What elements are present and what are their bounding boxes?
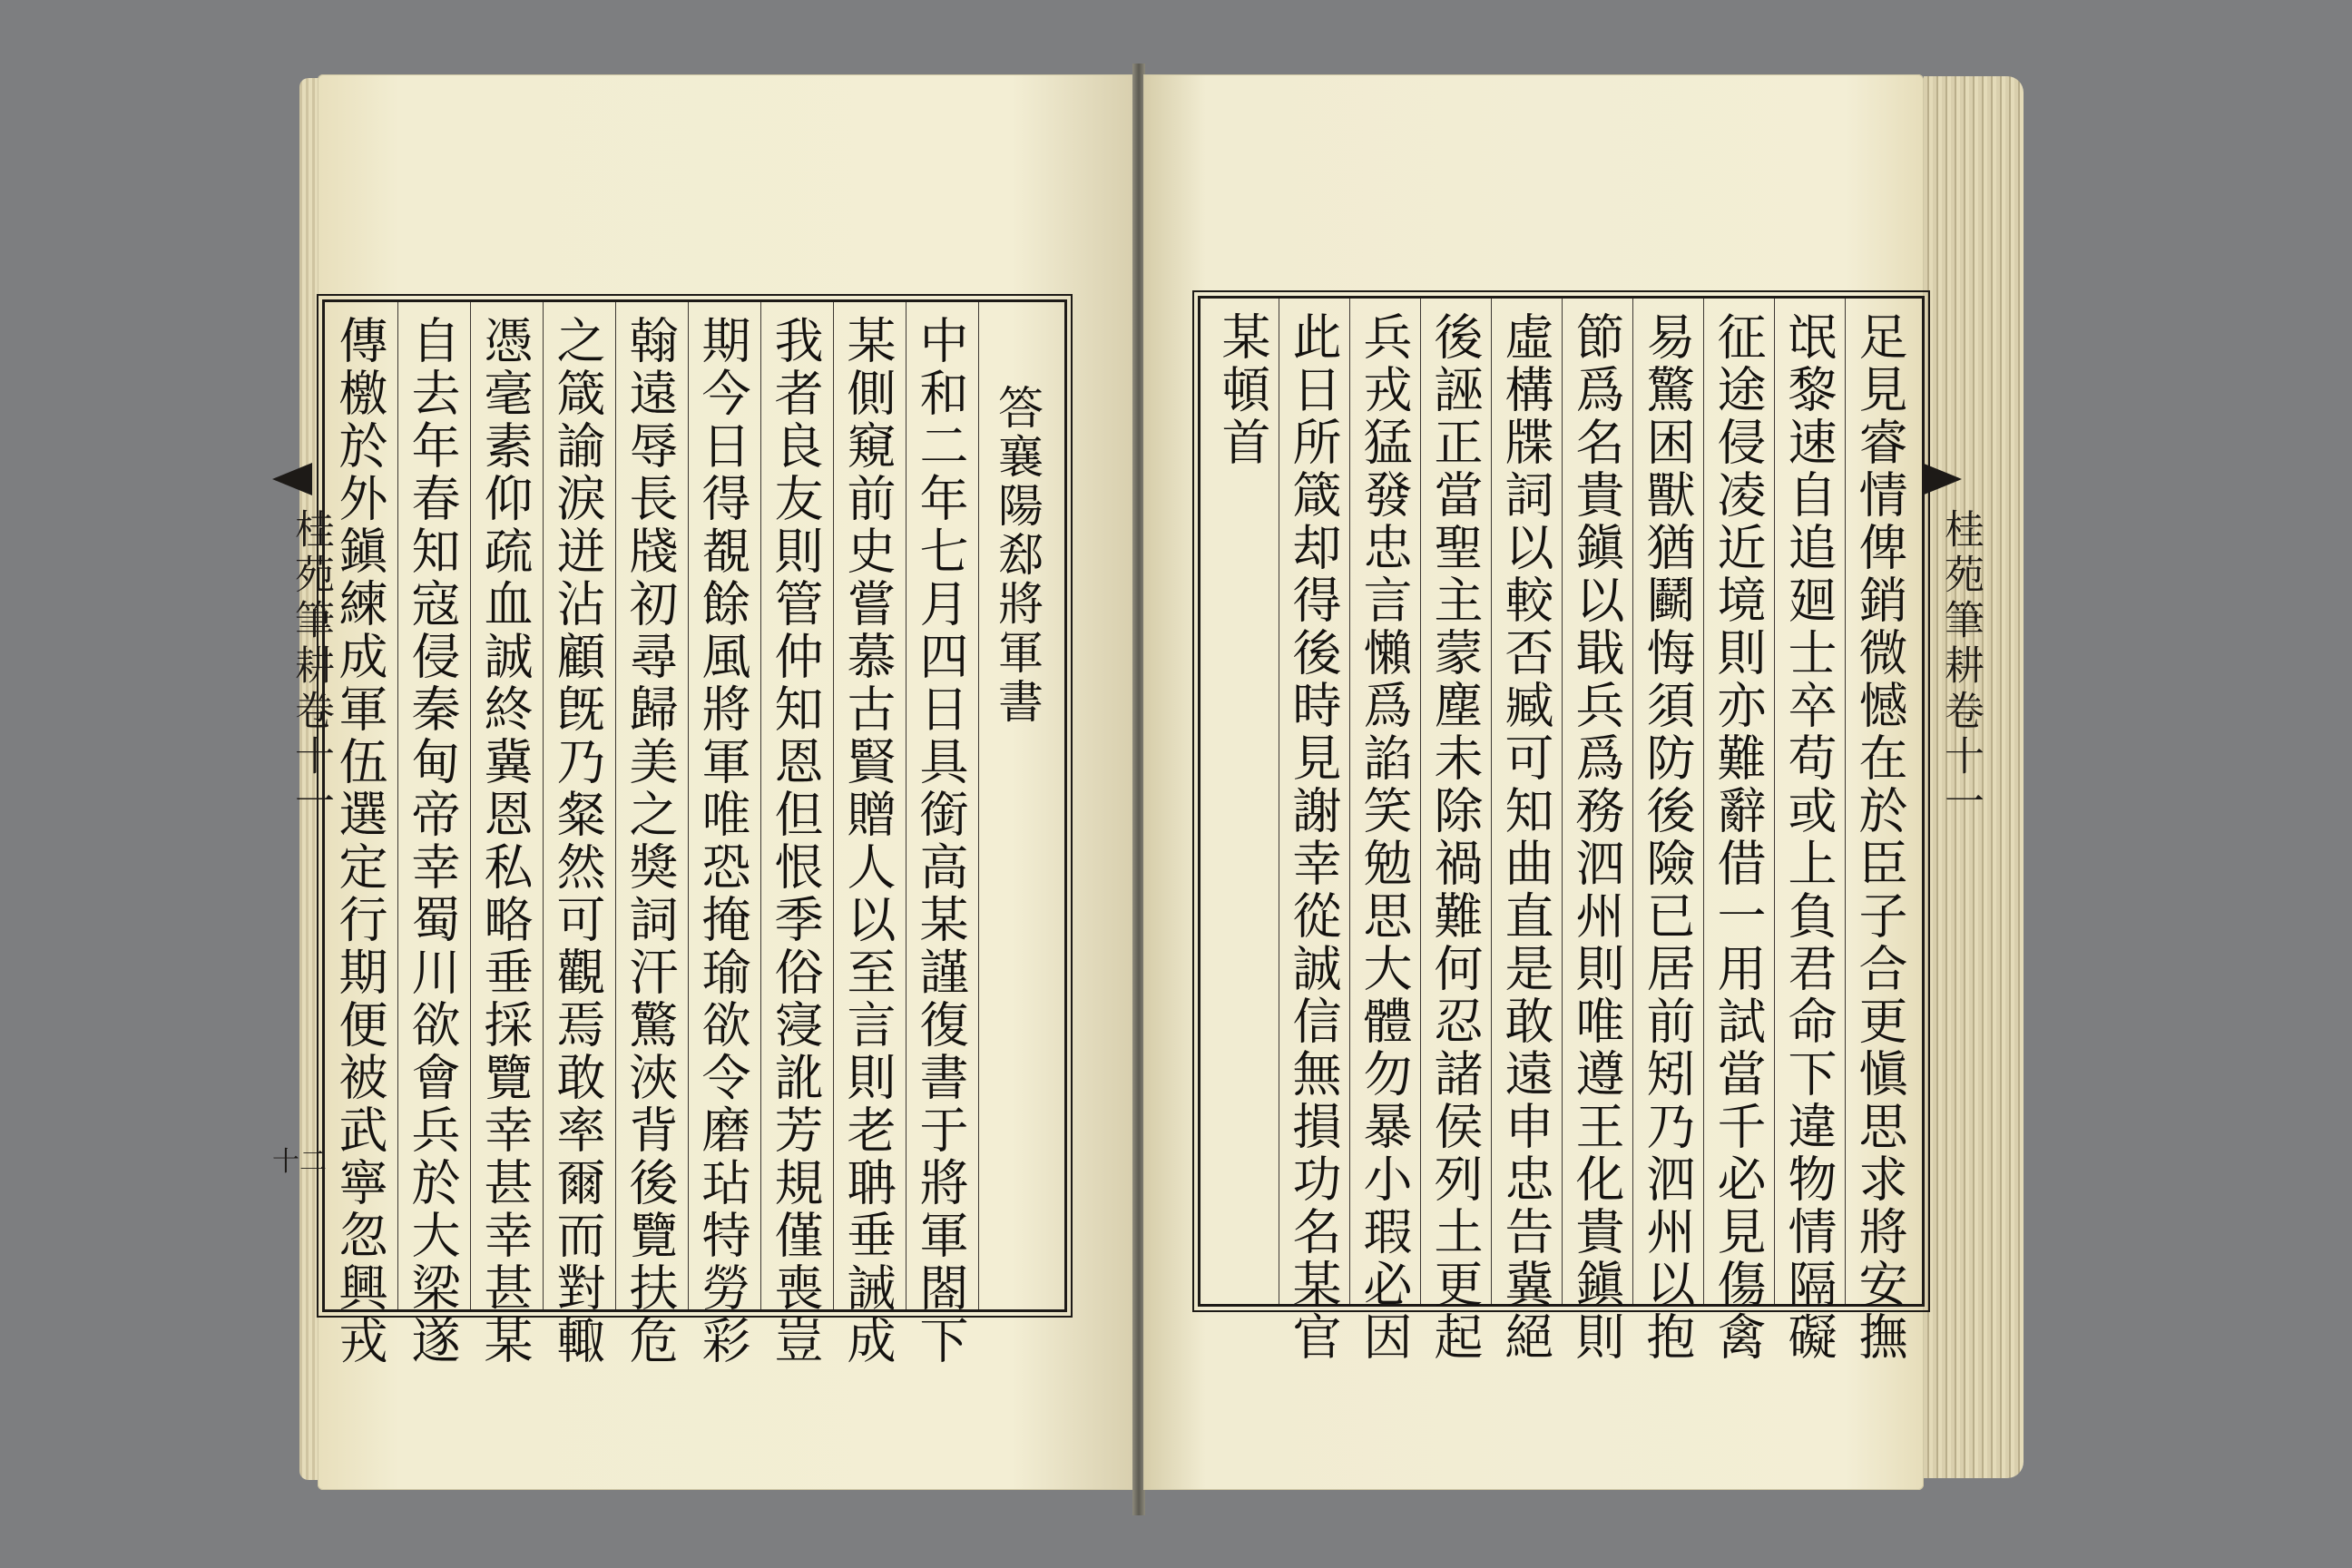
margin-book-title: 桂苑筆耕卷十一 [1937, 508, 1984, 826]
right-text-frame [1198, 296, 1925, 1364]
text-column: 之箴諭淚迸沾顧旣乃粲然可觀焉敢率爾而對輙 [549, 315, 606, 1367]
text-column: 兵戎猛發忠言懶爲諂笑勉思大體勿暴小瑕必因 [1356, 311, 1413, 1364]
left-text-frame [322, 299, 1067, 1367]
text-column: 中和二年七月四日具銜高某謹復書于將軍閤下 [912, 315, 969, 1367]
fishtail-mark [272, 463, 312, 495]
text-column: 虛構牒詞以較否臧可知曲直是敢遠申忠告冀絕 [1497, 311, 1554, 1364]
text-column: 征途侵凌近境則亦難辭借一用試當千必見傷禽 [1710, 311, 1767, 1364]
text-column: 節爲名貴鎭以戢兵爲務泗州則唯遵王化貴鎭則 [1568, 311, 1625, 1364]
text-column: 此日所箴却得後時見謝幸從誠信無損功名某官 [1285, 311, 1342, 1364]
text-column: 傳檄於外鎭練成軍伍選定行期便被武寧忽興戎 [331, 315, 388, 1367]
text-column: 期今日得覩餘風將軍唯恐掩瑜欲令磨玷特勞彩 [694, 315, 751, 1367]
folio-number: 十二 [272, 1146, 327, 1178]
text-column: 憑毫素仰疏血誠終冀恩私略垂採覽幸甚幸甚某 [476, 315, 534, 1367]
text-column: 足見睿情俾銷微憾在於臣子合更愼思求將安撫 [1851, 311, 1908, 1364]
letter-title: 答襄陽郄將軍書 [991, 384, 1044, 727]
fishtail-mark [1922, 463, 1962, 495]
margin-book-title: 桂苑筆耕卷十一 [288, 508, 334, 826]
text-column: 某頓首 [1214, 311, 1271, 469]
text-column: 某側窺前史嘗慕古賢贈人以至言則老聃垂誡成 [839, 315, 897, 1367]
text-column: 後誣正當聖主蒙塵未除禍難何忍諸侯列土更起 [1426, 311, 1484, 1364]
text-column: 翰遠辱長牋初尋歸美之獎詞汗驚浹背後覽扶危 [622, 315, 679, 1367]
text-column: 我者良友則管仲知恩但恨季俗寖訛芳規僅喪豈 [767, 315, 824, 1367]
text-column: 易驚困獸猶鬬悔須防後險已居前矧乃泗州以抱 [1639, 311, 1696, 1364]
text-column: 自去年春知寇侵秦甸帝幸蜀川欲會兵於大梁遂 [404, 315, 461, 1367]
text-column: 氓黎速自追廻士卒苟或上負君命下違物情隔礙 [1780, 311, 1838, 1364]
